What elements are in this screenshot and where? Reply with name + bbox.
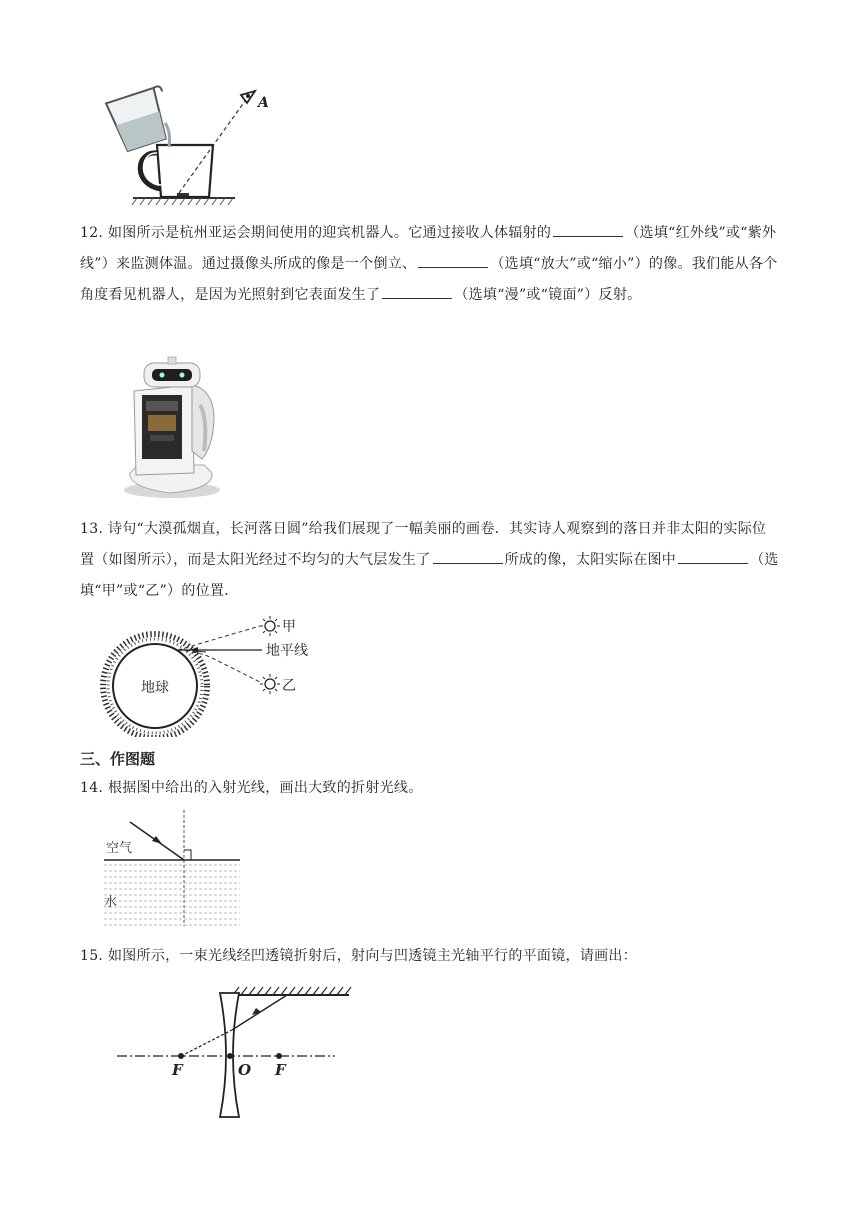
q12-text-2: （选填“红外线”或“紫外线”）来监测体温。通过摄像头所成的像是一个倒立、 — [80, 225, 777, 272]
focus-right-label: F — [275, 1061, 286, 1079]
q12-blank-2[interactable] — [418, 253, 488, 268]
section-title: 三、作图题 — [80, 750, 156, 768]
q14-figure — [100, 808, 245, 933]
sun-bottom-label: 乙 — [282, 678, 296, 694]
q13-blank-1[interactable] — [433, 549, 503, 564]
q15-text: 如图所示，一束光线经凹透镜折射后，射向与凹透镜主光轴平行的平面镜，请画出： — [107, 948, 638, 964]
q12-blank-3[interactable] — [382, 284, 452, 299]
water-label: 水 — [104, 895, 118, 910]
q14-number: 14. — [80, 780, 104, 796]
q15-number: 15. — [80, 948, 104, 964]
q13-text-1: 诗句“大漠孤烟直，长河落日圆”给我们展现了一幅美丽的画卷．其实诗人观察到的落日并非太阳的实际位置（如图所示），而是太阳光经过不均匀的大气层发生了 — [80, 521, 767, 568]
q12-text-1: 如图所示是杭州亚运会期间使用的迎宾机器人。它通过接收人体辐射的 — [107, 225, 552, 241]
q13-text-2: 所成的像，太阳实际在图中 — [504, 552, 677, 568]
q13-text-3: （选填“甲”或“乙”）的位置． — [80, 552, 779, 599]
center-label: O — [238, 1061, 252, 1079]
q14-text: 根据图中给出的入射光线，画出大致的折射光线。 — [107, 780, 423, 796]
q13-blank-2[interactable] — [678, 549, 748, 564]
air-label: 空气 — [106, 841, 133, 856]
q11-figure — [95, 85, 295, 210]
question-14 — [80, 773, 780, 804]
question-13 — [80, 514, 780, 607]
horizon-label: 地平线 — [266, 643, 308, 659]
question-15 — [80, 941, 780, 972]
q13-figure — [100, 612, 340, 737]
robot-figure — [122, 355, 222, 500]
q12-text-3: （选填“放大”或“缩小”）的像。我们能从各个角度看见机器人，是因为光照射到它表面发生了 — [80, 256, 778, 303]
q12-text-4: （选填“漫”或“镜面”）反射。 — [454, 287, 642, 303]
question-12 — [80, 218, 780, 311]
sun-top-label: 甲 — [282, 619, 296, 635]
label-a: A — [258, 95, 269, 111]
focus-left-label: F — [172, 1061, 183, 1079]
q12-number: 12. — [80, 225, 104, 241]
q13-number: 13. — [80, 521, 104, 537]
sun-icon — [260, 674, 280, 694]
earth-label: 地球 — [141, 680, 169, 696]
q15-figure — [115, 985, 360, 1120]
sun-icon — [260, 616, 280, 636]
q12-blank-1[interactable] — [553, 222, 623, 237]
